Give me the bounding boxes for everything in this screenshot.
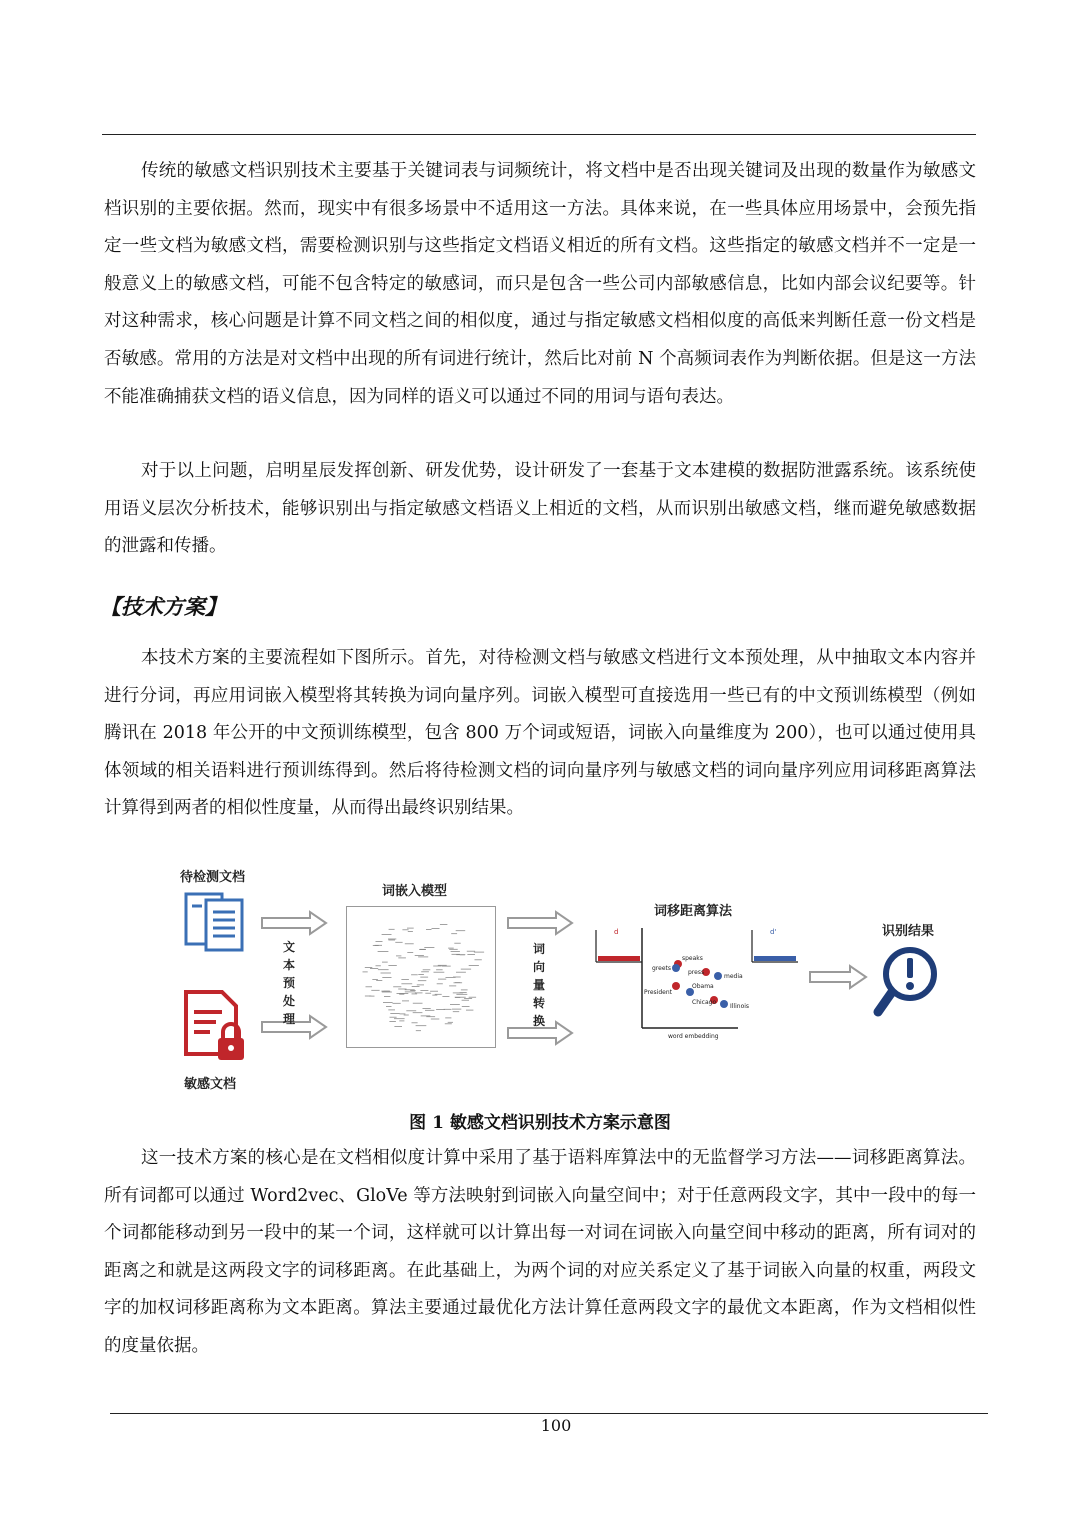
label-wmd-algorithm: 词移距离算法 — [654, 904, 733, 919]
embedding-scatter-plot — [347, 907, 495, 1047]
embedding-scatter-panel — [346, 906, 496, 1048]
label-result: 识别结果 — [882, 924, 935, 939]
page-number: 100 — [540, 1416, 572, 1435]
label-preprocess: 文本预处理 — [282, 940, 295, 1026]
figure-caption: 图 1 敏感文档识别技术方案示意图 — [409, 1113, 671, 1133]
figure-1 — [170, 860, 950, 1098]
word-label: President — [644, 989, 672, 996]
label-embedding-model: 词嵌入模型 — [382, 884, 448, 899]
axis-label: word embedding — [668, 1033, 719, 1040]
section-heading: 【技术方案】 — [100, 594, 226, 619]
arrow-icon — [506, 910, 576, 936]
header-rule — [102, 134, 976, 135]
word-label: Obama — [692, 983, 714, 990]
word-label: press — [688, 969, 705, 976]
arrow-icon — [808, 964, 870, 990]
word-label: speaks — [682, 955, 703, 962]
label-sensitive-doc: 敏感文档 — [184, 1077, 237, 1092]
paragraph-3: 本技术方案的主要流程如下图所示。首先，对待检测文档与敏感文档进行文本预处理，从中抽取文本内容并进行分词，再应用词嵌入模型将其转换为词向量序列。词嵌入模型可直接选用一些已有的中文预训练模型（例如腾讯在 2018 年公开的中文预训练模型，包含 800 万个词或短语，词嵌入向量维度为 200），也可以通过使用具体领域的相关语料进行预训练得到。然后将待检测文档的词向量序列与敏感文档的词向量序列应用词移距离算法计算得到两者的相似性度量，从而得出最终识别结果。 — [104, 648, 976, 819]
label-doc-to-check: 待检测文档 — [180, 870, 246, 885]
locked-document-icon — [182, 988, 248, 1064]
word-label: greets — [652, 965, 672, 972]
paragraph-4: 这一技术方案的核心是在文档相似度计算中采用了基于语料库算法中的无监督学习方法——词移距离算法。所有词都可以通过 Word2vec、GloVe 等方法映射到词嵌入向量空间中；对于任意两段文字，其中一段中的每一个词都能移动到另一段中的某一个词，这样就可以计算出每一对词在词嵌入向量空间中移动的距离，所有词对的距离之和就是这两段文字的词移距离。在此基础上，为两个词的对应关系定义了基于词嵌入向量的权重，两段文字的加权词移距离称为文本距离。算法主要通过最优化方法计算任意两段文字的最优文本距离，作为文档相似性的度量依据。 — [104, 1148, 976, 1356]
word-label: Illinois — [730, 1003, 750, 1010]
footer-rule — [110, 1413, 988, 1414]
magnifier-alert-icon — [870, 942, 950, 1022]
label-vector-conversion: 词向量转换 — [532, 942, 545, 1028]
doc-label: d' — [770, 928, 777, 936]
arrow-icon — [260, 910, 330, 936]
paragraph-1: 传统的敏感文档识别技术主要基于关键词表与词频统计，将文档中是否出现关键词及出现的数量作为敏感文档识别的主要依据。然而，现实中有很多场景中不适用这一方法。具体来说，在一些具体应用场景中，会预先指定一些文档为敏感文档，需要检测识别与这些指定文档语义相近的所有文档。这些指定的敏感文档并不一定是一般意义上的敏感文档，可能不包含特定的敏感词，而只是包含一些公司内部敏感信息，比如内部会议纪要等。针对这种需求，核心问题是计算不同文档之间的相似度，通过与指定敏感文档相似度的高低来判断任意一份文档是否敏感。常用的方法是对文档中出现的所有词进行统计，然后比对前 N 个高频词表作为判断依据。但是这一方法不能准确捕获文档的语义信息，因为同样的语义可以通过不同的用词与语句表达。 — [104, 161, 976, 407]
doc-label: d — [614, 928, 619, 936]
wmd-diagram — [588, 920, 808, 1040]
word-label: media — [724, 973, 743, 980]
paragraph-2: 对于以上问题，启明星辰发挥创新、研发优势，设计研发了一套基于文本建模的数据防泄露系统。该系统使用语义层次分析技术，能够识别出与指定敏感文档语义上相近的文档，从而识别出敏感文档，继而避免敏感数据的泄露和传播。 — [104, 461, 976, 557]
document-icon — [184, 892, 248, 952]
word-label: Chicago — [692, 999, 717, 1006]
